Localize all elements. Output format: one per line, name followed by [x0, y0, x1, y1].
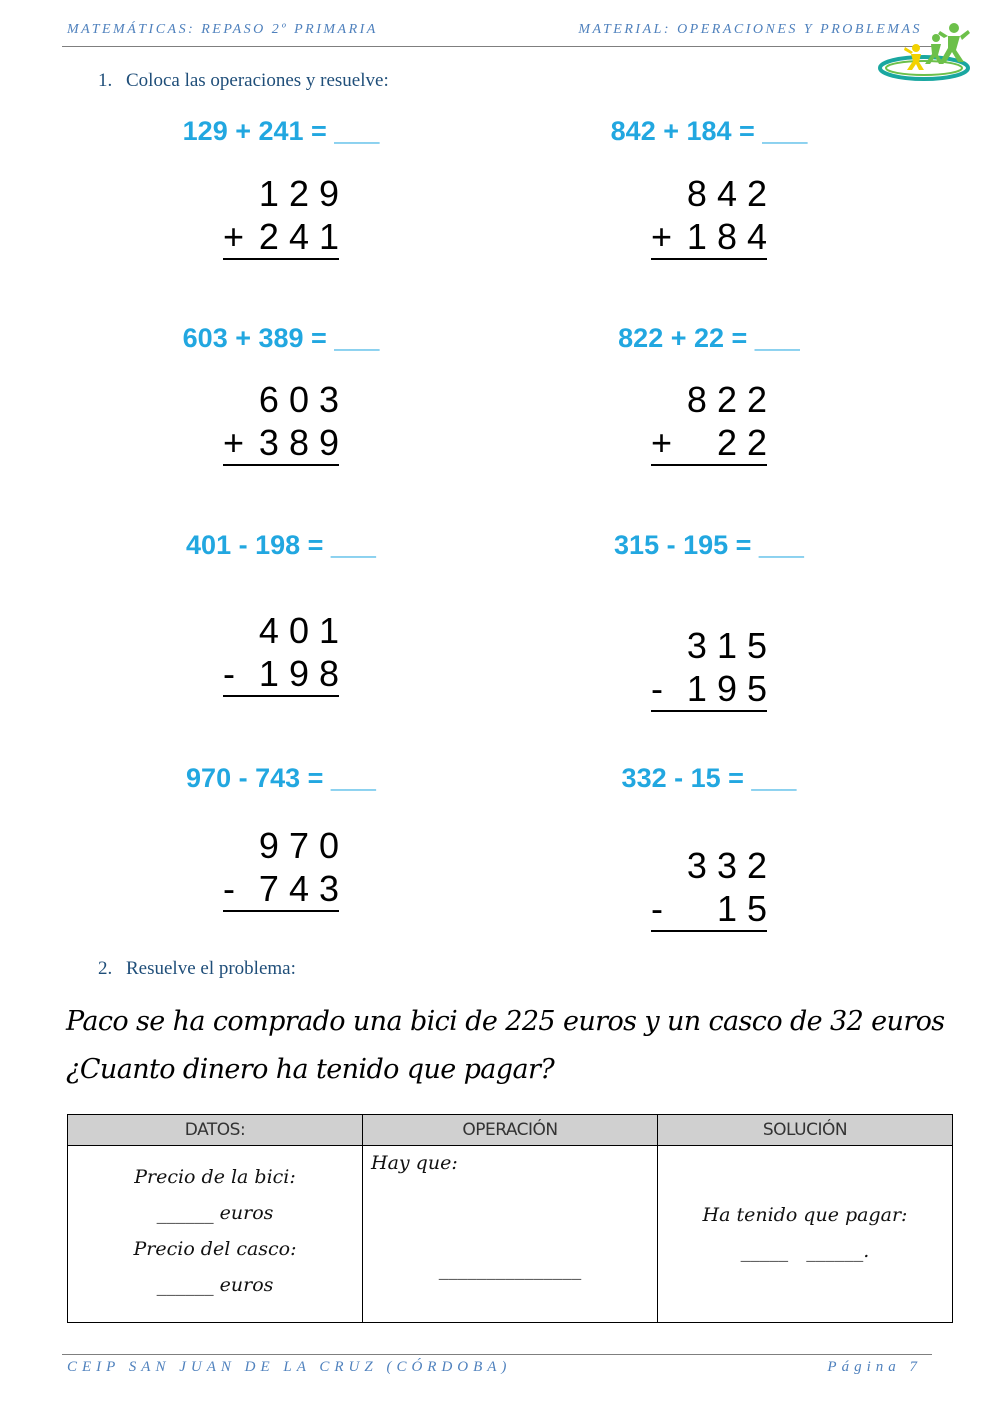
operand-top: 8 4 2: [686, 173, 767, 214]
operand-bottom: 2 4 1: [258, 216, 339, 257]
column-operation-2: [651, 172, 767, 260]
column-operation-3: [223, 378, 339, 466]
operand-bottom-row: [223, 215, 339, 260]
footer-divider: [62, 1354, 932, 1355]
operator-sign: +: [223, 216, 245, 257]
operator-sign: -: [651, 668, 663, 709]
header-divider: [62, 46, 932, 47]
operand-top: 4 0 1: [258, 610, 339, 651]
operand-bottom: 3 8 9: [258, 422, 339, 463]
footer-page-number: Página 7: [827, 1359, 922, 1375]
equation-5: 401 - 198 = ___: [186, 530, 376, 560]
equation-6: 315 - 195 = ___: [614, 530, 804, 560]
operand-top: 3 1 5: [686, 625, 767, 666]
operator-sign: -: [651, 888, 663, 929]
header-right-title: MATERIAL: OPERACIONES Y PROBLEMAS: [578, 22, 922, 37]
solucion-label: Ha tenido que pagar:: [702, 1204, 908, 1226]
footer-school-name: CEIP SAN JUAN DE LA CRUZ (CÓRDOBA): [67, 1359, 512, 1375]
header-solucion: SOLUCIÓN: [658, 1115, 953, 1146]
operand-bottom-row: [651, 421, 767, 466]
operand-bottom: 1 5: [716, 888, 767, 929]
operand-bottom: 2 2: [716, 422, 767, 463]
section-2-title: Resuelve el problema:: [126, 958, 296, 979]
operand-bottom: 1 9 8: [258, 653, 339, 694]
section-1-title: Coloca las operaciones y resuelve:: [126, 70, 389, 91]
casco-price-label: Precio del casco:: [133, 1238, 297, 1260]
cell-operacion[interactable]: [363, 1146, 658, 1323]
operator-sign: +: [223, 422, 245, 463]
operator-sign: +: [651, 422, 673, 463]
column-operation-7: [223, 824, 339, 912]
operand-bottom: 1 8 4: [686, 216, 767, 257]
header-datos: DATOS:: [68, 1115, 363, 1146]
section-2-number: 2.: [98, 958, 113, 979]
problem-text-line-2: ¿Cuanto dinero ha tenido que pagar?: [66, 1054, 555, 1085]
equation-7: 970 - 743 = ___: [186, 763, 376, 793]
operand-bottom-row: [651, 667, 767, 712]
table-header-row: [68, 1115, 953, 1146]
operand-bottom-row: [223, 652, 339, 697]
column-operation-4: [651, 378, 767, 466]
operand-bottom-row: [223, 867, 339, 912]
section-1-heading: [98, 70, 389, 92]
header-operacion: OPERACIÓN: [363, 1115, 658, 1146]
problem-text-line-1: Paco se ha comprado una bici de 225 euros y un casco de 32 euros: [66, 1006, 945, 1037]
operator-sign: -: [223, 868, 235, 909]
column-operation-5: [223, 609, 339, 697]
section-2-heading: [98, 958, 296, 980]
equation-1: 129 + 241 = ___: [182, 116, 380, 146]
operand-top: 3 3 2: [686, 845, 767, 886]
cell-solucion[interactable]: [658, 1146, 953, 1323]
column-operation-8: [651, 844, 767, 932]
operand-bottom: 1 9 5: [686, 668, 767, 709]
operand-bottom: 7 4 3: [258, 868, 339, 909]
bici-price-blank[interactable]: ______ euros: [156, 1202, 274, 1224]
cell-datos[interactable]: [68, 1146, 363, 1323]
column-operation-1: [223, 172, 339, 260]
operand-top: 9 7 0: [258, 825, 339, 866]
header-left-title: MATEMÁTICAS: REPASO 2º PRIMARIA: [67, 22, 378, 37]
school-logo-icon: [878, 18, 970, 84]
solucion-blank[interactable]: _____ ______.: [740, 1240, 870, 1262]
table-body-row: [68, 1146, 953, 1323]
operacion-blank[interactable]: _______________: [438, 1258, 582, 1280]
operand-bottom-row: [651, 215, 767, 260]
operand-bottom-row: [223, 421, 339, 466]
equation-4: 822 + 22 = ___: [618, 323, 800, 353]
bici-price-label: Precio de la bici:: [134, 1166, 296, 1188]
section-1-number: 1.: [98, 70, 113, 91]
equation-3: 603 + 389 = ___: [182, 323, 380, 353]
casco-price-blank[interactable]: ______ euros: [156, 1274, 274, 1296]
operator-sign: +: [651, 216, 673, 257]
operator-sign: -: [223, 653, 235, 694]
operacion-label: Hay que:: [371, 1152, 458, 1174]
operand-top: 1 2 9: [258, 173, 339, 214]
operand-top: 6 0 3: [258, 379, 339, 420]
operand-top: 8 2 2: [686, 379, 767, 420]
equation-2: 842 + 184 = ___: [610, 116, 808, 146]
column-operation-6: [651, 624, 767, 712]
problem-answer-table: [67, 1114, 953, 1323]
operand-bottom-row: [651, 887, 767, 932]
equation-8: 332 - 15 = ___: [621, 763, 797, 793]
